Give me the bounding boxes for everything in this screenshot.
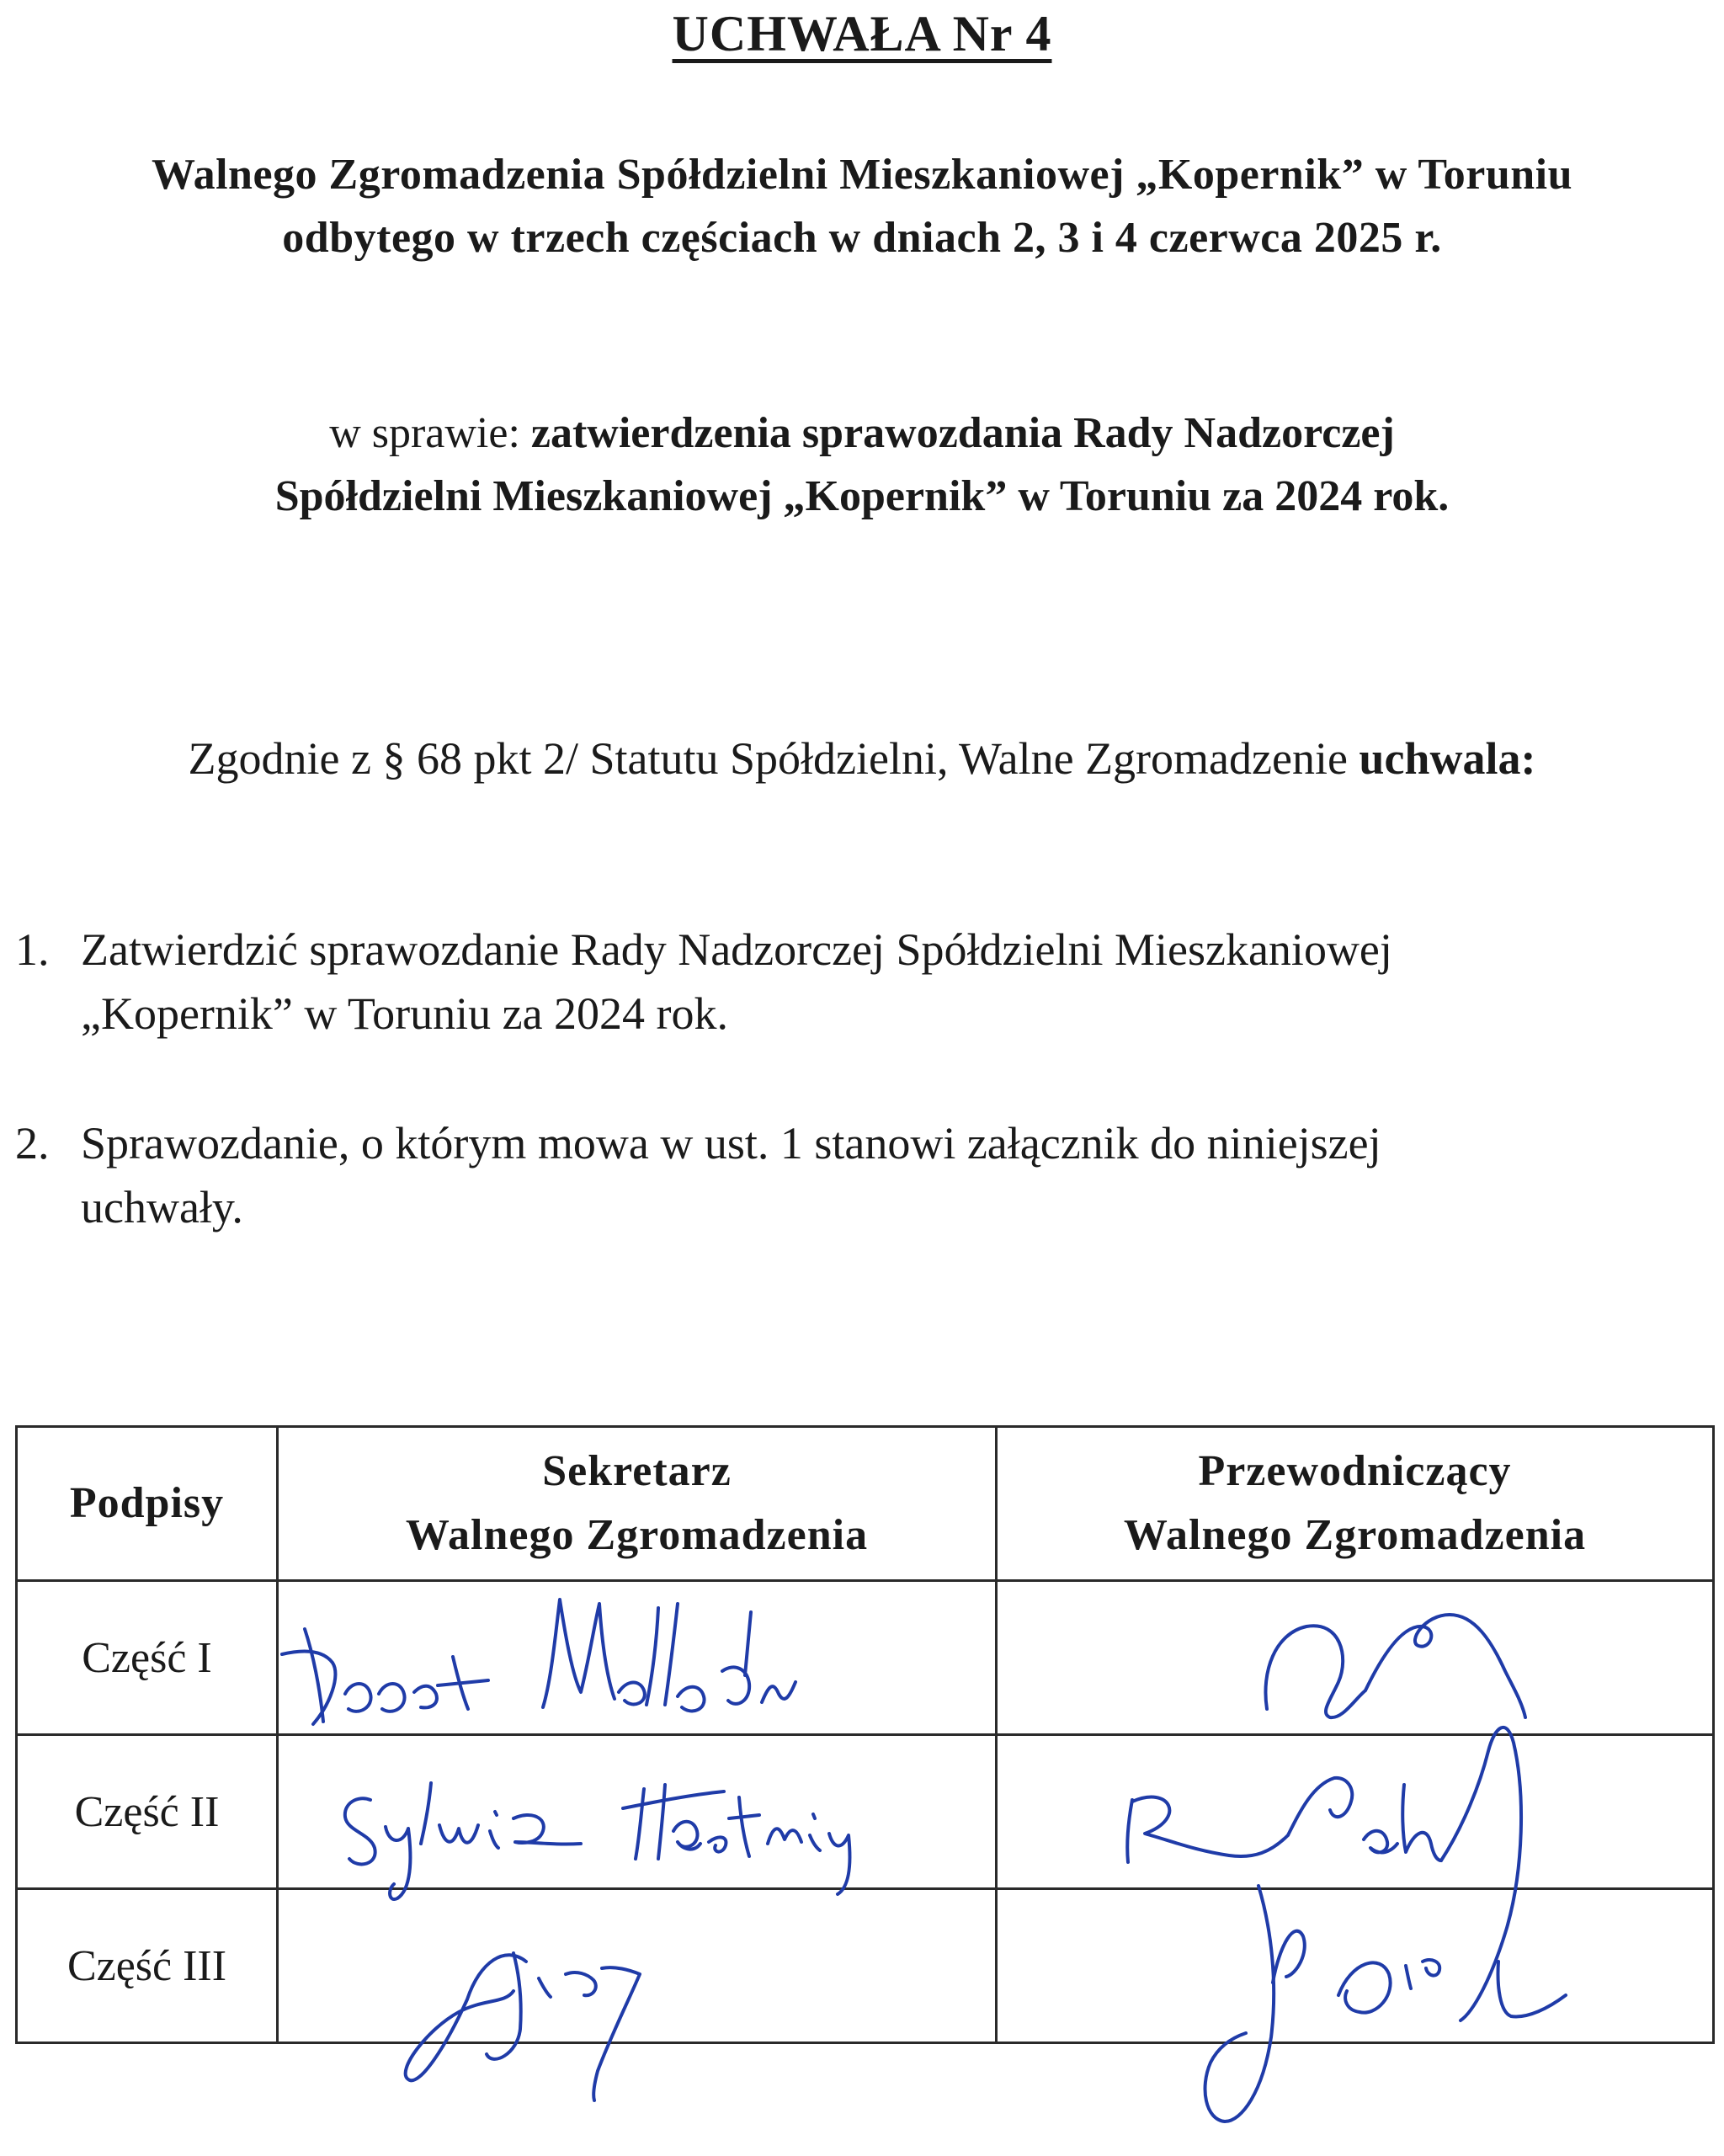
subject-text-1: zatwierdzenia sprawozdania Rady Nadzorczej <box>530 409 1395 457</box>
row-label-czesc-3: Część III <box>67 1941 227 1990</box>
item-text-line-2: „Kopernik” w Toruniu za 2024 rok. <box>81 988 729 1039</box>
row-label-czesc-1: Część I <box>82 1633 212 1682</box>
item-text-line-2: uchwały. <box>81 1182 243 1232</box>
signature-secretary-part-1 <box>282 1600 795 1724</box>
legal-basis-bold: uchwala: <box>1359 733 1536 784</box>
header-line-1: Walnego Zgromadzenia Spółdzielni Mieszkaniowej „Kopernik” w Toruniu <box>151 151 1573 199</box>
subject-text-2: Spółdzielni Mieszkaniowej „Kopernik” w Toruniu za 2024 rok. <box>274 472 1450 520</box>
subject-prefix: w sprawie: <box>329 409 531 457</box>
item-text-line-1: Sprawozdanie, o którym mowa w ust. 1 stanowi załącznik do niniejszej <box>81 1118 1381 1168</box>
item-number: 1. <box>15 924 50 975</box>
header-sekretarz-line-2: Walnego Zgromadzenia <box>405 1511 869 1559</box>
signature-chairman-part-2 <box>1127 1727 1521 2020</box>
header-przewodniczacy-line-1: Przewodniczący <box>1198 1447 1512 1495</box>
item-text-line-1: Zatwierdzić sprawozdanie Rady Nadzorczej Spółdzielni Mieszkaniowej <box>81 924 1392 975</box>
header-sekretarz-line-1: Sekretarz <box>542 1447 732 1495</box>
signature-secretary-part-2 <box>345 1783 850 1899</box>
item-number: 2. <box>15 1118 50 1168</box>
signature-chairman-part-3 <box>1205 1886 1566 2121</box>
signature-secretary-part-3 <box>406 1953 640 2100</box>
legal-basis-text: Zgodnie z § 68 pkt 2/ Statutu Spółdzielni, Walne Zgromadzenie <box>188 733 1360 784</box>
signature-chairman-part-1 <box>1265 1615 1525 1717</box>
header-line-2: odbytego w trzech częściach w dniach 2, 3 i 4 czerwca 2025 r. <box>282 214 1442 262</box>
header-podpisy: Podpisy <box>69 1479 225 1527</box>
header-przewodniczacy-line-2: Walnego Zgromadzenia <box>1123 1511 1587 1559</box>
row-label-czesc-2: Część II <box>74 1787 220 1836</box>
resolution-title: UCHWAŁA Nr 4 <box>672 6 1052 61</box>
